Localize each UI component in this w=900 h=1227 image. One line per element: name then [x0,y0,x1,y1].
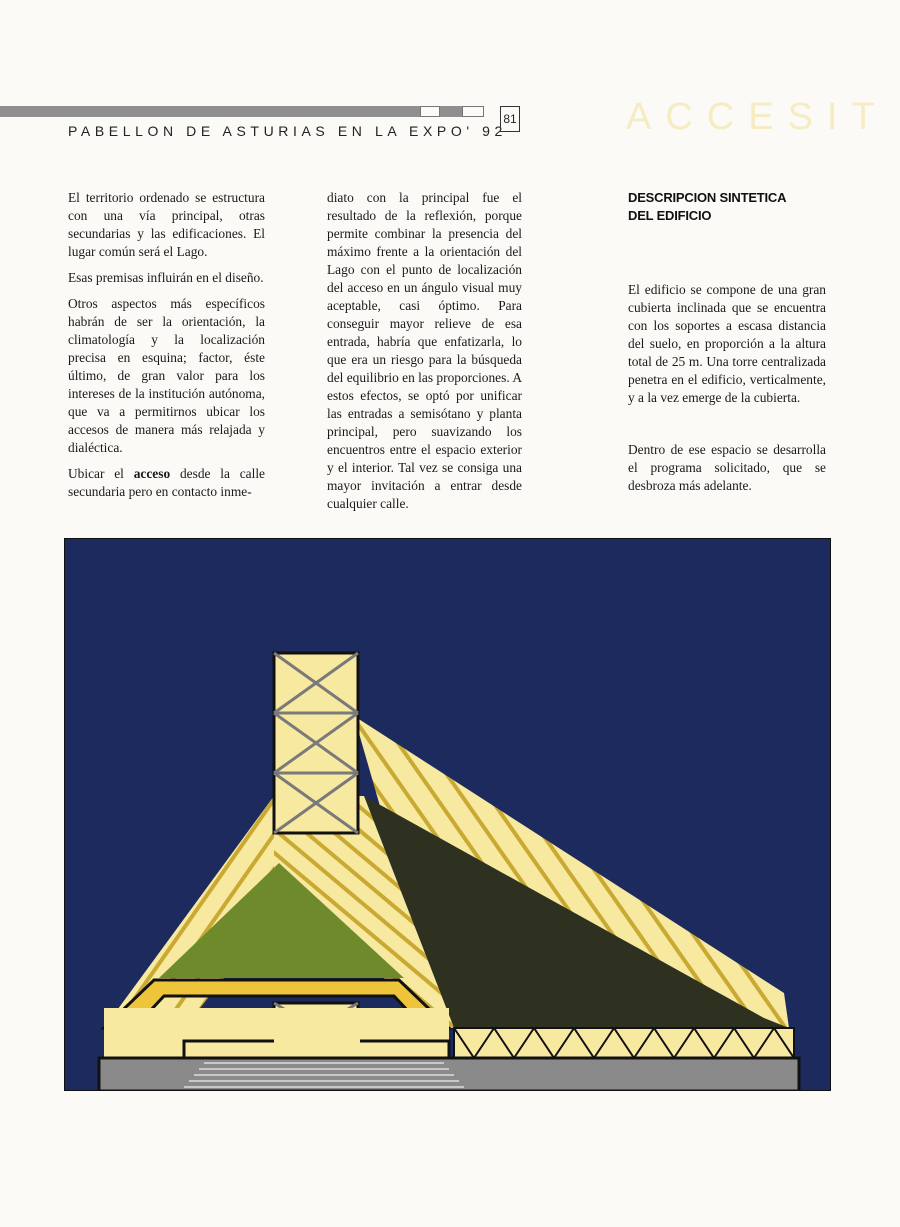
header-rule-segment [440,106,462,117]
header-rule-segment [420,106,440,117]
paragraph: Esas premisas influirán en el diseño. [68,270,264,285]
paragraph: El edificio se compone de una gran cubierta inclinada que se encuentra con los soportes a escasa distancia del suelo, en proporción a la altura total de 25 m. Una torre centralizada penetra en el edificio, verticalmente, y a la vez emerge de la cubierta. [628,282,826,405]
page-number: 81 [500,106,520,132]
paragraph-text: Ubicar el [68,466,134,481]
paragraph: Otros aspectos más específicos habrán de ser la orientación, la climatología y la localización precisa en esquina; factor, éste último, de gran valor para los intereses de la institución autónoma, que va a permitirnos ubicar los accesos de manera más relajada y dialéctica. [68,296,265,455]
text-column-3 [628,189,826,503]
paragraph: El territorio ordenado se estructura con una vía principal, otras secundarias y las edificaciones. El lugar común será el Lago. [68,190,265,259]
emphasis-text: acceso [133,466,171,481]
text-column-2 [327,189,522,521]
text-column-1 [68,189,265,509]
header-rule-segment [462,106,484,117]
running-title: PABELLON DE ASTURIAS EN LA EXPO' 92 [68,123,507,139]
paragraph: diato con la principal fue el resultado de la reflexión, porque permite combinar la presencia del máximo frente a la orientación del Lago con el punto de localización del acceso en un ángulo visual muy aceptable, casi óptimo. Para conseguir mayor relieve de esa entrada, habría que enfatizarla, lo que era un riesgo para la búsqueda del equilibrio en las proporciones. A estos efectos, se optó por unificar las entradas a semisótano y planta principal, pero suavizando los encuentros entre el espacio exterior y el interior. Tal vez se consiga una mayor invitación a entrar desde cualquier calle. [327,190,522,511]
lower-wall-left [104,1008,449,1058]
heading-line: DESCRIPCION SINTETICA [628,190,787,205]
paragraph [68,465,265,501]
section-heading [628,189,826,225]
pavilion-night-illustration [64,538,831,1091]
paragraph-text: desde la calle secundaria pero en contacto inme- [68,466,266,499]
paragraph: Dentro de ese espacio se desarrolla el programa solicitado, que se desbroza más adelante. [628,442,826,493]
heading-line: DEL EDIFICIO [628,208,712,223]
header-rule-bar [0,106,420,117]
section-label: ACCESIT [626,96,889,138]
